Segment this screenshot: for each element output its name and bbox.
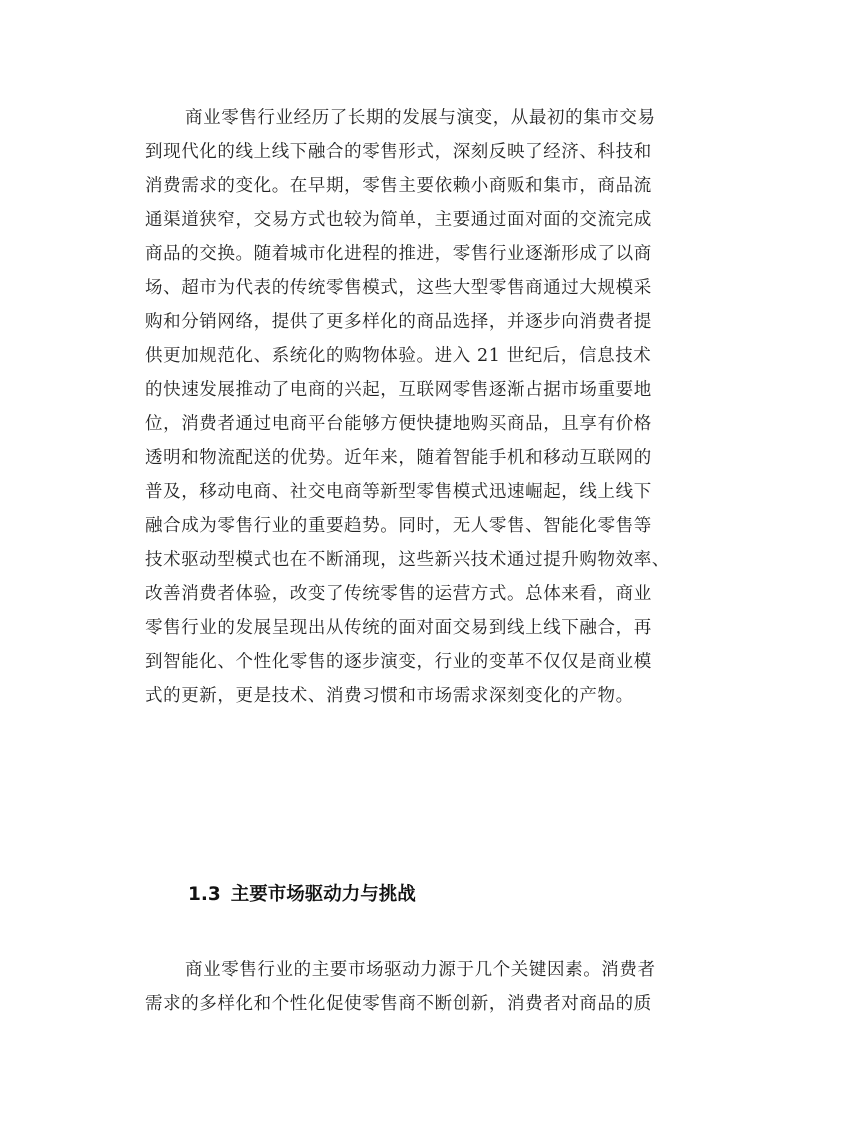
section-title: 主要市场驱动力与挑战 bbox=[230, 884, 416, 905]
paragraph-line: 商业零售行业经历了长期的发展与演变，从最初的集市交易 bbox=[185, 108, 656, 128]
paragraph-line: 零售行业的发展呈现出从传统的面对面交易到线上线下融合，再 bbox=[145, 618, 652, 638]
body-paragraph-market-drivers bbox=[145, 953, 705, 1021]
paragraph-line: 商业零售行业的主要市场驱动力源于几个关键因素。消费者 bbox=[185, 960, 656, 980]
paragraph-line: 技术驱动型模式也在不断涌现，这些新兴技术通过提升购物效率、 bbox=[145, 550, 670, 570]
paragraph-line: 的快速发展推动了电商的兴起，互联网零售逐渐占据市场重要地 bbox=[145, 380, 652, 400]
paragraph-line: 透明和物流配送的优势。近年来，随着智能手机和移动互联网的 bbox=[145, 448, 652, 468]
section-heading bbox=[188, 880, 416, 910]
section-number: 1.3 bbox=[188, 884, 221, 905]
paragraph-line: 到智能化、个性化零售的逐步演变，行业的变革不仅仅是商业模 bbox=[145, 652, 652, 672]
paragraph-line: 场、超市为代表的传统零售模式，这些大型零售商通过大规模采 bbox=[145, 278, 652, 298]
paragraph-line: 需求的多样化和个性化促使零售商不断创新，消费者对商品的质 bbox=[145, 994, 652, 1014]
paragraph-line: 商品的交换。随着城市化进程的推进，零售行业逐渐形成了以商 bbox=[145, 244, 652, 264]
paragraph-line: 改善消费者体验，改变了传统零售的运营方式。总体来看，商业 bbox=[145, 584, 652, 604]
paragraph-line: 到现代化的线上线下融合的零售形式，深刻反映了经济、科技和 bbox=[145, 142, 652, 162]
paragraph-line: 式的更新，更是技术、消费习惯和市场需求深刻变化的产物。 bbox=[145, 686, 634, 706]
paragraph-line: 位，消费者通过电商平台能够方便快捷地购买商品，且享有价格 bbox=[145, 414, 652, 434]
body-paragraph-retail-evolution bbox=[145, 101, 705, 713]
paragraph-line: 融合成为零售行业的重要趋势。同时，无人零售、智能化零售等 bbox=[145, 516, 652, 536]
paragraph-line: 通渠道狭窄，交易方式也较为简单，主要通过面对面的交流完成 bbox=[145, 210, 652, 230]
paragraph-line: 消费需求的变化。在早期，零售主要依赖小商贩和集市，商品流 bbox=[145, 176, 652, 196]
paragraph-line: 供更加规范化、系统化的购物体验。进入 21 世纪后，信息技术 bbox=[145, 346, 652, 366]
paragraph-line: 购和分销网络，提供了更多样化的商品选择，并逐步向消费者提 bbox=[145, 312, 652, 332]
paragraph-line: 普及，移动电商、社交电商等新型零售模式迅速崛起，线上线下 bbox=[145, 482, 652, 502]
